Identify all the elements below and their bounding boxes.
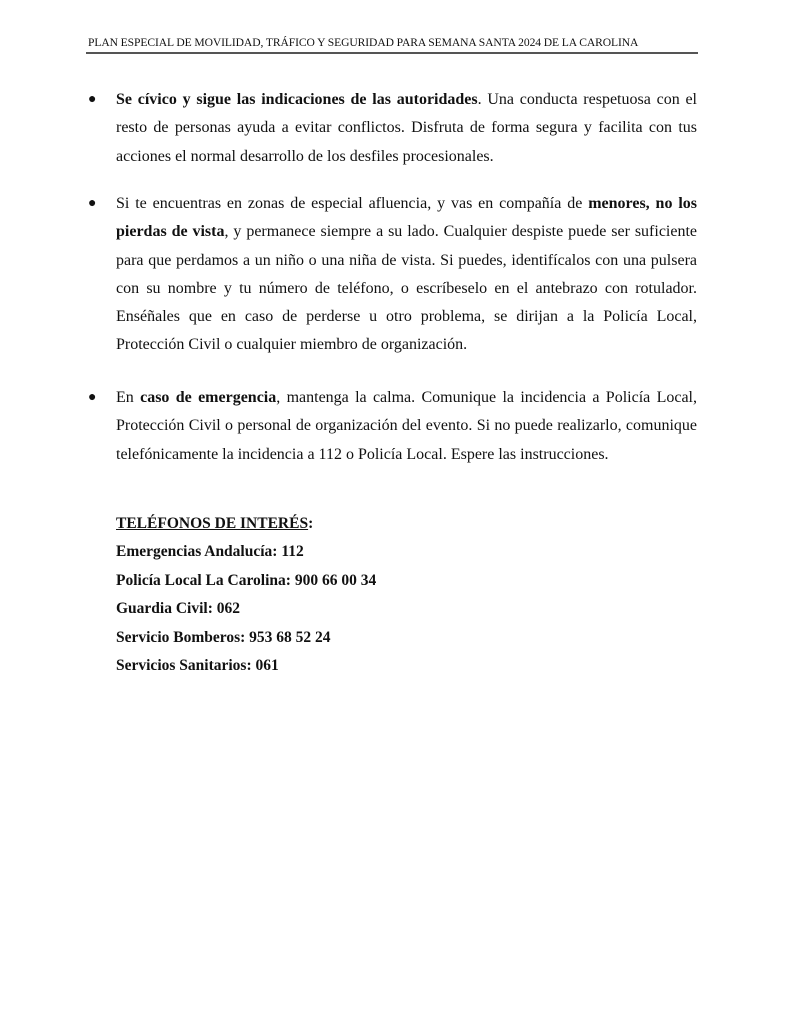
bullet-bold-text: Se cívico y sigue las indicaciones de las autoridades <box>116 91 478 108</box>
phones-section <box>116 510 376 680</box>
phone-item: Guardia Civil: 062 <box>116 600 241 618</box>
bullet-civic <box>88 86 697 171</box>
phone-item: Servicio Bomberos: 953 68 52 24 <box>116 628 331 646</box>
bullet-icon: ● <box>88 92 97 107</box>
phones-title-text: TELÉFONOS DE INTERÉS <box>116 515 309 532</box>
bullet-emergency <box>88 384 697 469</box>
page-header: PLAN ESPECIAL DE MOVILIDAD, TRÁFICO Y SEGURIDAD PARA SEMANA SANTA 2024 DE LA CAROLINA <box>88 36 639 49</box>
bullet-text: En <box>116 389 141 406</box>
phone-item: Servicios Sanitarios: 061 <box>116 657 279 675</box>
phones-title-colon: : <box>308 515 314 532</box>
bullet-icon: ● <box>88 390 97 405</box>
phone-item: Emergencias Andalucía: 112 <box>116 543 304 561</box>
header-rule <box>86 52 698 54</box>
bullet-text: . Una conducta respetuosa con el resto de personas ayuda a evitar conflictos. Disfruta de forma segura y facilita con tus acciones el normal desarrollo de los desfiles procesionales. <box>116 91 697 165</box>
bullet-text: Si te encuentras en zonas de especial afluencia, y vas en compañía de <box>116 195 589 212</box>
bullet-bold-text: menores, no los pierdas de vista <box>116 195 697 241</box>
bullet-text: , y permanece siempre a su lado. Cualquier despiste puede ser suficiente para que perdamos a un niño o una niña de vista. Si puedes, identifícalos con una pulsera con su nombre y tu número de teléfono, o escríbeselo en el antebrazo con rotulador. Enséñales que en caso de perderse u otro problema, se dirijan a la Policía Local, Protección Civil o cualquier miembro de organización. <box>116 223 698 354</box>
bullet-icon: ● <box>88 196 97 211</box>
bullet-bold-text: caso de emergencia <box>140 389 277 406</box>
phone-item: Policía Local La Carolina: 900 66 00 34 <box>116 571 377 589</box>
bullet-text: , mantenga la calma. Comunique la incidencia a Policía Local, Protección Civil o personal de organización del evento. Si no puede realizarlo, comunique telefónicamente la incidencia a 112 o Policía Local. Espere las instrucciones. <box>116 389 697 463</box>
phones-title <box>116 510 376 538</box>
bullet-minors <box>88 190 698 360</box>
